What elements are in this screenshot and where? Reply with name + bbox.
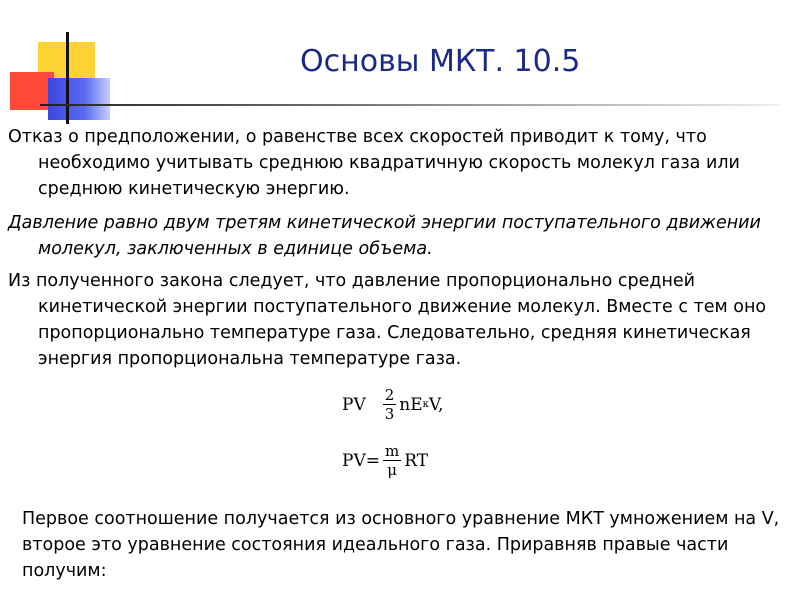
decor-vertical-line (66, 32, 69, 124)
formula-pressure-energy (342, 386, 444, 423)
closing-paragraph: Первое соотношение получается из основного уравнение МКТ умножением на V, второе это уравнение состояния идеального газа. Приравняв правые части получим: (22, 509, 780, 581)
formula2-lhs: PV= (342, 450, 380, 471)
formula2-fraction (383, 442, 401, 479)
formula1-numerator: 2 (384, 386, 395, 404)
title-underline (40, 104, 780, 106)
formula-ideal-gas (342, 442, 428, 479)
formula2-numerator: m (384, 442, 400, 460)
paragraph-3: Из полученного закона следует, что давление пропорционально средней кинетической энергии поступательного движение молекул. Вместе с тем оно пропорционально температуре газа. Следовательно, средняя кинетическая энергия пропорциональна температуре газа. (8, 271, 767, 369)
formula1-lhs: PV (342, 394, 366, 415)
formula1-fraction (383, 386, 397, 423)
formula2-denominator: μ (387, 461, 397, 479)
formula1-rhs: nE (399, 394, 423, 415)
paragraph-2: Давление равно двум третям кинетической энергии поступательного движении молекул, заключенных в единице объема. (8, 213, 761, 259)
slide-title: Основы МКТ. 10.5 (300, 44, 581, 79)
formula1-tail: V, (428, 394, 444, 415)
formula1-subscript: к (422, 399, 429, 410)
formula2-rhs: RT (404, 450, 429, 471)
paragraph-1: Отказ о предположении, о равенстве всех скоростей приводит к тому, что необходимо учитывать среднюю квадратичную скорость молекул газа или среднюю кинетическую энергию. (8, 127, 740, 199)
formula1-denominator: 3 (384, 405, 395, 423)
decor-blue-square (48, 78, 110, 120)
